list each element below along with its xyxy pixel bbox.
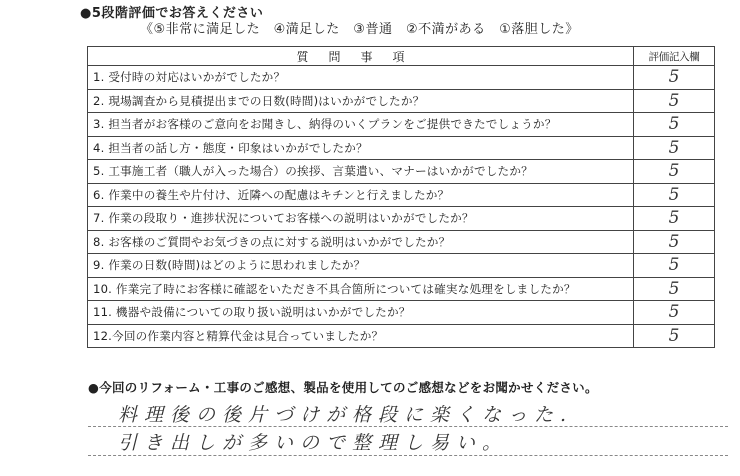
question-text: 2. 現場調査から見積提出までの日数(時間)はいかがでしたか？ <box>88 89 634 113</box>
survey-table <box>87 46 715 348</box>
question-text: 1. 受付時の対応はいかがでしたか？ <box>88 66 634 90</box>
rating-value: 5 <box>634 183 715 207</box>
rating-value: 5 <box>634 113 715 137</box>
question-text: 7. 作業の段取り・進捗状況についてお客様への説明はいかがでしたか？ <box>88 207 634 231</box>
question-text: 6. 作業中の養生や片付け、近隣への配慮はキチンと行えましたか？ <box>88 183 634 207</box>
table-row <box>88 136 715 160</box>
table-row <box>88 254 715 278</box>
table-row <box>88 301 715 325</box>
question-text: 5. 工事施工者（職人が入った場合）の挨拶、言葉遣い、マナーはいかがでしたか？ <box>88 160 634 184</box>
handwritten-comment-line: 引き出しが多いので整理し易い。 <box>118 432 509 454</box>
question-column-header: 質問事項 <box>88 47 634 66</box>
comment-rule <box>88 455 728 456</box>
rating-instruction-heading: ●5段階評価でお答えください <box>80 6 264 21</box>
table-row <box>88 207 715 231</box>
table-row <box>88 277 715 301</box>
rating-value: 5 <box>634 277 715 301</box>
comment-rule <box>88 426 728 427</box>
rating-value: 5 <box>634 207 715 231</box>
question-text: 3. 担当者がお客様のご意向をお聞きし、納得のいくプランをご提供できたでしょうか？ <box>88 113 634 137</box>
rating-value: 5 <box>634 230 715 254</box>
rating-column-header: 評価記入欄 <box>634 47 715 66</box>
rating-value: 5 <box>634 136 715 160</box>
rating-value: 5 <box>634 89 715 113</box>
table-row <box>88 160 715 184</box>
table-row <box>88 89 715 113</box>
table-row <box>88 113 715 137</box>
rating-value: 5 <box>634 301 715 325</box>
question-text: 8. お客様のご質問やお気づきの点に対する説明はいかがでしたか？ <box>88 230 634 254</box>
question-text: 11. 機器や設備についての取り扱い説明はいかがでしたか？ <box>88 301 634 325</box>
question-text: 12.今回の作業内容と精算代金は見合っていましたか？ <box>88 324 634 348</box>
rating-value: 5 <box>634 324 715 348</box>
table-row <box>88 183 715 207</box>
handwritten-comment-line: 料理後の後片づけが格段に楽くなった. <box>118 404 574 426</box>
table-row <box>88 324 715 348</box>
table-row <box>88 66 715 90</box>
rating-scale-legend: 《⑤非常に満足した ④満足した ③普通 ②不満がある ①落胆した》 <box>140 22 579 37</box>
table-header-row <box>88 47 715 66</box>
table-row <box>88 230 715 254</box>
question-text: 10. 作業完了時にお客様に確認をいただき不具合箇所については確実な処理をしましたか？ <box>88 277 634 301</box>
question-text: 9. 作業の日数(時間)はどのように思われましたか？ <box>88 254 634 278</box>
comments-heading: ●今回のリフォーム・工事のご感想、製品を使用してのご感想などをお聞かせください。 <box>88 380 598 395</box>
question-text: 4. 担当者の話し方・態度・印象はいかがでしたか？ <box>88 136 634 160</box>
rating-value: 5 <box>634 254 715 278</box>
rating-value: 5 <box>634 160 715 184</box>
rating-value: 5 <box>634 66 715 90</box>
